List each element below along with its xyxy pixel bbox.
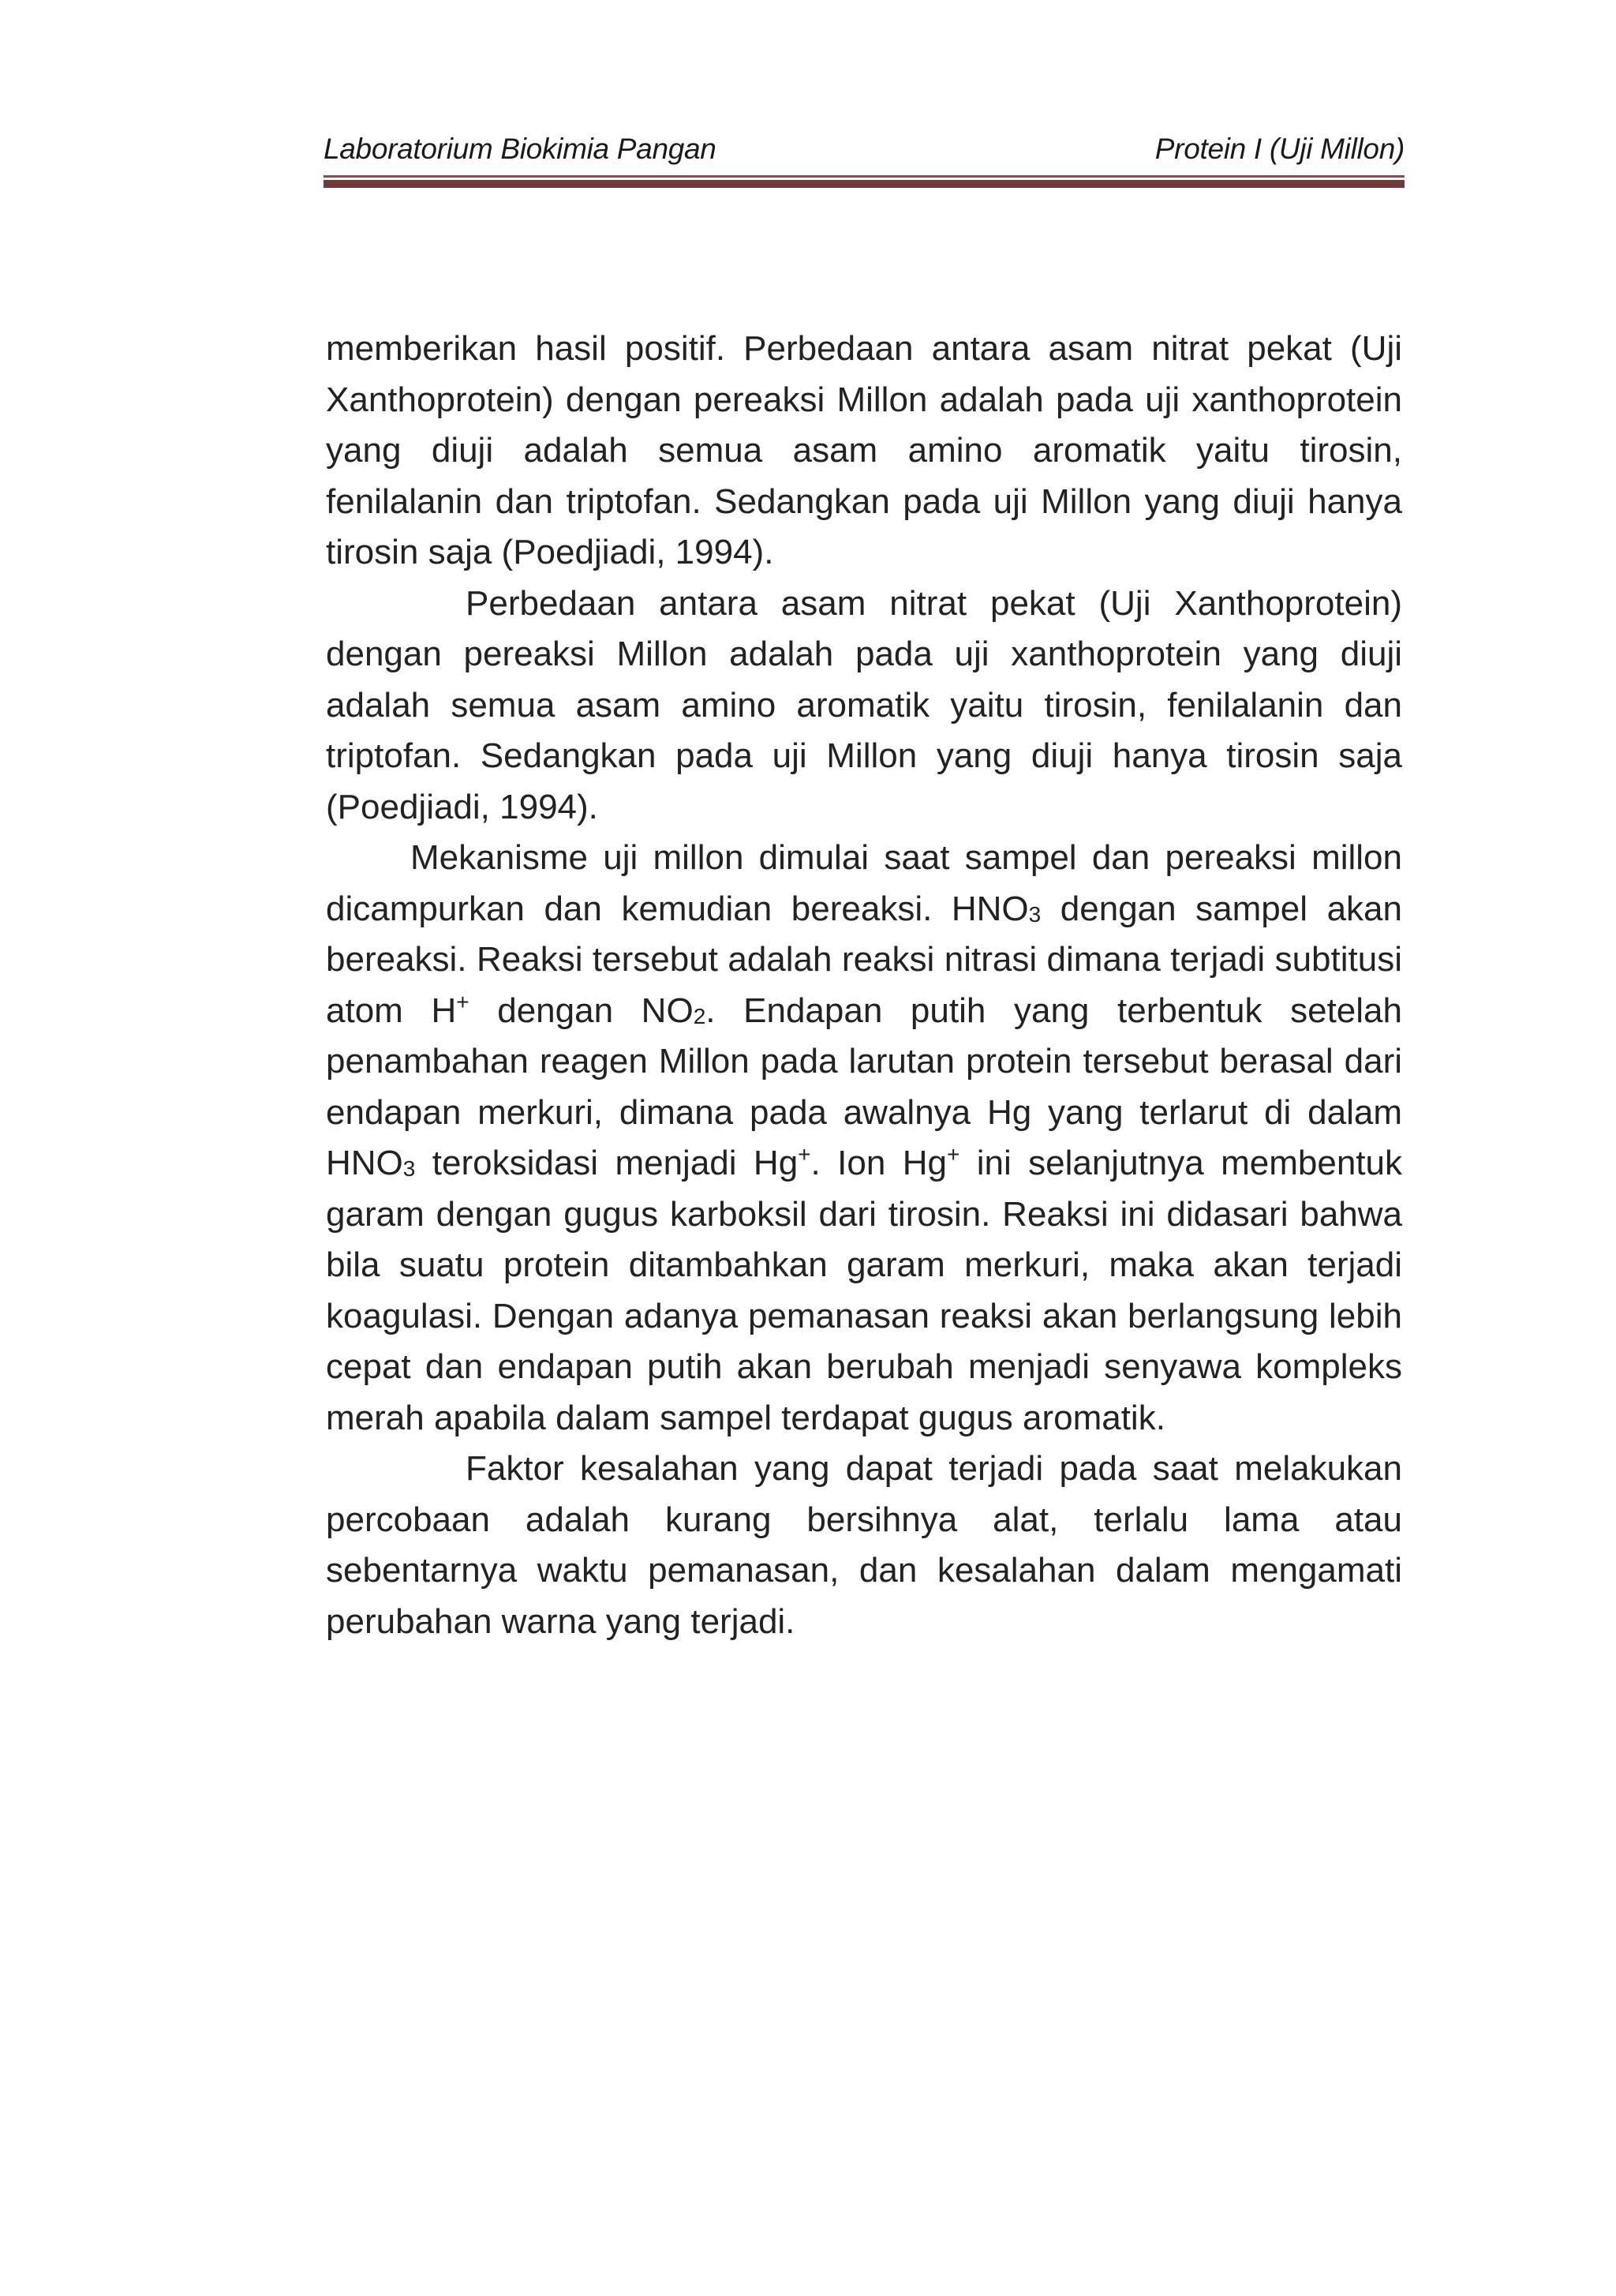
paragraph-3-text-5: teroksidasi menjadi Hg: [415, 1144, 799, 1182]
subscript-no2: 2: [693, 1003, 706, 1028]
header-lab-name: Laboratorium Biokimia Pangan: [324, 133, 716, 165]
superscript-hg-plus-2: +: [946, 1142, 960, 1167]
superscript-h-plus: +: [456, 989, 469, 1014]
subscript-hno3-2: 3: [402, 1156, 416, 1181]
paragraph-3-text-3: dengan NO: [469, 991, 694, 1030]
paragraph-4: Faktor kesalahan yang dapat terjadi pada saat melakukan percobaan adalah kurang bersihnya alat, terlalu lama atau sebentarnya waktu pemanasan, dan kesalahan dalam mengamati perubahan warna yang terjadi.: [326, 1449, 1402, 1641]
subscript-hno3-1: 3: [1028, 901, 1042, 927]
paragraph-3-text-7: ini selanjutnya membentuk garam dengan gugus karboksil dari tirosin. Reaksi ini didasari bahwa bila suatu protein ditambahkan garam merkuri, maka akan terjadi koagulasi. Dengan adanya pemanasan reaksi akan berlangsung lebih cepat dan endapan putih akan berubah menjadi senyawa kompleks merah apabila dalam sampel terdapat gugus aromatik.: [326, 1144, 1402, 1437]
paragraph-3-text-1: Mekanisme uji millon dimulai saat sampel dan pereaksi millon dicampurkan dan kemudian bereaksi. HNO: [326, 838, 1402, 928]
paragraph-3-text-6: . Ion Hg: [810, 1144, 947, 1182]
header-divider-thin: [324, 175, 1405, 178]
header-topic: Protein I (Uji Millon): [1154, 133, 1405, 165]
header-divider-thick: [324, 180, 1405, 188]
paragraph-1: memberikan hasil positif. Perbedaan antara asam nitrat pekat (Uji Xanthoprotein) dengan pereaksi Millon adalah pada uji xanthoprotein yang diuji adalah semua asam amino aromatik yaitu tirosin, fenilalanin dan triptofan. Sedangkan pada uji Millon yang diuji hanya tirosin saja (Poedjiadi, 1994).: [326, 329, 1402, 571]
paragraph-2: Perbedaan antara asam nitrat pekat (Uji Xanthoprotein) dengan pereaksi Millon adalah pada uji xanthoprotein yang diuji adalah semua asam amino aromatik yaitu tirosin, fenilalanin dan triptofan. Sedangkan pada uji Millon yang diuji hanya tirosin saja (Poedjiadi, 1994).: [326, 583, 1402, 826]
paragraph-3-text-4: . Endapan putih yang terbentuk setelah penambahan reagen Millon pada larutan protein tersebut berasal dari endapan merkuri, dimana pada awalnya Hg yang terlarut di dalam HNO: [326, 991, 1402, 1182]
paragraph-3-text-2: dengan sampel akan bereaksi. Reaksi tersebut adalah reaksi nitrasi dimana terjadi subtitusi atom H: [326, 889, 1402, 1030]
superscript-hg-plus-1: +: [798, 1142, 811, 1167]
paragraph-3: [326, 833, 1402, 1444]
page-header: [324, 126, 1405, 174]
page-body: [326, 324, 1402, 1647]
